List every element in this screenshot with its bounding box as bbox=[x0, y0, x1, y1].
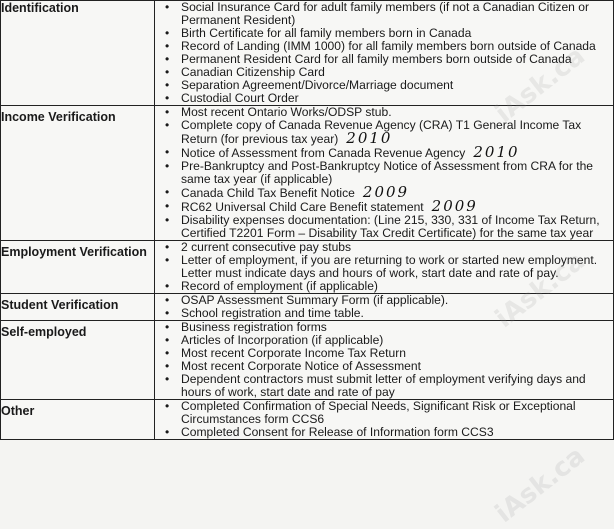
section-row-student-verification bbox=[1, 294, 614, 321]
item-text: Canada Child Tax Benefit Notice bbox=[181, 186, 355, 200]
section-label: Self-employed bbox=[1, 321, 155, 400]
item-text: 2 current consecutive pay stubs bbox=[181, 240, 352, 254]
item-text: Complete copy of Canada Revenue Agency (CRA) T1 General Income Tax Return (for previous tax year) bbox=[181, 118, 582, 146]
list-item bbox=[155, 119, 613, 146]
list-item bbox=[155, 214, 613, 240]
section-row-self-employed bbox=[1, 321, 614, 400]
item-text: Most recent Ontario Works/ODSP stub. bbox=[181, 105, 392, 119]
item-text: Business registration forms bbox=[181, 320, 327, 334]
item-text: Permanent Resident Card for all family members born outside of Canada bbox=[181, 52, 572, 66]
list-item bbox=[155, 143, 613, 161]
section-items bbox=[155, 241, 614, 294]
section-items bbox=[155, 1, 614, 106]
handwritten-year: 2009 bbox=[431, 197, 478, 215]
item-text: Birth Certificate for all family members born in Canada bbox=[181, 26, 472, 40]
item-text: Disability expenses documentation: (Line 215, 330, 331 of Income Tax Return, Certified T2201 Form – Disability Tax Credit Certificate) for the same tax year bbox=[181, 213, 600, 240]
list-item bbox=[155, 373, 613, 399]
item-text: Notice of Assessment from Canada Revenue Agency bbox=[181, 146, 466, 160]
handwritten-year: 2010 bbox=[473, 143, 520, 161]
list-item bbox=[155, 426, 613, 439]
section-label: Identification bbox=[1, 1, 155, 106]
item-text: Custodial Court Order bbox=[181, 91, 299, 105]
list-item bbox=[155, 280, 613, 293]
list-item bbox=[155, 1, 613, 27]
item-text: Most recent Corporate Income Tax Return bbox=[181, 346, 406, 360]
watermark: iAsk.ca bbox=[489, 440, 591, 529]
section-label: Student Verification bbox=[1, 294, 155, 321]
list-item bbox=[155, 92, 613, 105]
item-text: Social Insurance Card for adult family members (if not a Canadian Citizen or Permanent Resident) bbox=[181, 0, 590, 27]
item-text: OSAP Assessment Summary Form (if applicable). bbox=[181, 293, 449, 307]
item-text: Record of employment (if applicable) bbox=[181, 279, 378, 293]
section-row-employment-verification bbox=[1, 241, 614, 294]
item-text: Separation Agreement/Divorce/Marriage document bbox=[181, 78, 454, 92]
section-items bbox=[155, 294, 614, 321]
item-text: Pre-Bankruptcy and Post-Bankruptcy Notice of Assessment from CRA for the same tax year (if applicable) bbox=[181, 159, 594, 186]
list-item bbox=[155, 307, 613, 320]
item-text: School registration and time table. bbox=[181, 306, 364, 320]
section-label: Income Verification bbox=[1, 106, 155, 241]
list-item bbox=[155, 400, 613, 426]
item-text: Completed Consent for Release of Information form CCS3 bbox=[181, 425, 494, 439]
list-item bbox=[155, 197, 613, 215]
section-row-income-verification bbox=[1, 106, 614, 241]
handwritten-year: 2009 bbox=[362, 183, 410, 201]
section-label: Other bbox=[1, 400, 155, 440]
list-item bbox=[155, 183, 613, 201]
section-items bbox=[155, 321, 614, 400]
item-text: Completed Confirmation of Special Needs, Significant Risk or Exceptional Circumstances form CCS6 bbox=[181, 399, 576, 426]
item-text: Most recent Corporate Notice of Assessment bbox=[181, 359, 421, 373]
item-text: Record of Landing (IMM 1000) for all family members born outside of Canada bbox=[181, 39, 596, 53]
section-row-identification bbox=[1, 1, 614, 106]
section-items bbox=[155, 400, 614, 440]
section-row-other bbox=[1, 400, 614, 440]
item-text: Letter of employment, if you are returning to work or started new employment. Letter must indicate days and hours of work, start date and rate of pay. bbox=[181, 253, 598, 280]
handwritten-year: 2010 bbox=[346, 129, 393, 147]
list-item bbox=[155, 254, 613, 280]
item-text: Articles of Incorporation (if applicable) bbox=[181, 333, 384, 347]
section-items bbox=[155, 106, 614, 241]
item-text: Dependent contractors must submit letter of employment verifying days and hours of work, start date and rate of pay bbox=[181, 372, 586, 399]
section-label: Employment Verification bbox=[1, 241, 155, 294]
item-text: Canadian Citizenship Card bbox=[181, 65, 325, 79]
item-text: RC62 Universal Child Care Benefit statement bbox=[181, 200, 424, 214]
